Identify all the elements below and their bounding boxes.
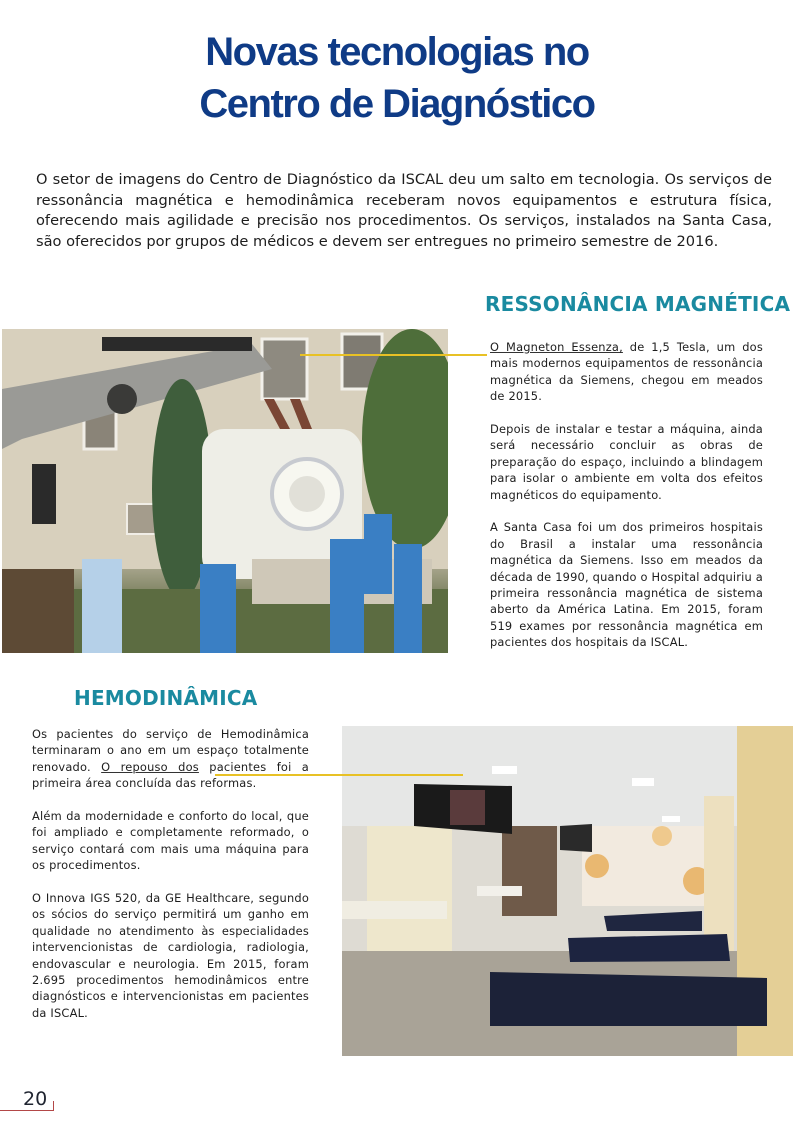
page-title [0, 26, 794, 130]
hemodinamica-paragraph-1-start: Os pacientes do serviço de Hemodinâmica terminaram o ano em um espaço totalmente renovado. [32, 727, 309, 774]
ressonancia-paragraph-2: Depois de instalar e testar a máquina, ainda será necessário concluir as obras de preparação do espaço, incluindo a blindagem para isolar o ambiente em volta dos efeitos magnéticos do equipamento. [490, 422, 763, 502]
ressonancia-lead-underlined: O Magneton Essenza, [490, 340, 623, 354]
connector-line-ressonancia [300, 354, 487, 356]
page-number-tick [53, 1101, 54, 1111]
ressonancia-paragraph-1-rest: de 1,5 Tesla, um dos mais modernos equipamentos de ressonância magnética da Siemens, chegou em meados de 2015. [490, 340, 763, 404]
mri-scene-illustration [2, 329, 448, 653]
ressonancia-paragraph-3: A Santa Casa foi um dos primeiros hospitais do Brasil a instalar uma ressonância magnética da Siemens. Isso em meados da década de 1990, quando o Hospital adquiriu a primeira ressonância magnética de sistema aberto da América Latina. Em 2015, foram 519 exames por ressonância magnética em pacientes dos hospitais da ISCAL. [490, 520, 763, 650]
section-heading-hemodinamica: HEMODINÂMICA [74, 686, 258, 710]
intro-paragraph: O setor de imagens do Centro de Diagnóstico da ISCAL deu um salto em tecnologia. Os serviços de ressonância magnética e hemodinâmica receberam novos equipamentos e estrutura física, oferecendo mais agilidade e precisão nos procedimentos. Os serviços, instalados na Santa Casa, são oferecidos por grupos de médicos e devem ser entregues no primeiro semestre de 2016. [36, 171, 772, 250]
photo-mri-installation [2, 329, 448, 653]
hemodinamica-paragraph-1-end: pacientes foi a primeira área concluída das reformas. [32, 759, 309, 791]
page-title-line-1: Novas tecnologias no [205, 30, 589, 74]
ressonancia-text [490, 339, 763, 667]
ressonancia-paragraph-1 [490, 339, 763, 405]
hemodinamica-text [32, 726, 309, 1038]
hemodinamica-paragraph-2: Além da modernidade e conforto do local, que foi ampliado e completamente reformado, o serviço contará com mais uma máquina para os procedimentos. [32, 809, 309, 873]
hemodinamica-underlined: O repouso dos [101, 759, 199, 774]
page-title-line-2: Centro de Diagnóstico [199, 82, 595, 126]
hemodinamica-paragraph-3: O Innova IGS 520, da GE Healthcare, segundo os sócios do serviço permitirá um ganho em qualidade no atendimento às especialidades intervencionistas de cardiologia, radiologia, endovascular e neurologia. Em 2015, foram 2.695 procedimentos hemodinâmicos entre diagnósticos e intervencionistas em pacientes da ISCAL. [32, 891, 309, 1020]
section-heading-ressonancia: RESSONÂNCIA MAGNÉTICA [485, 292, 791, 316]
connector-line-hemodinamica [215, 774, 463, 776]
page-number-rule [0, 1110, 54, 1111]
page-number: 20 [23, 1088, 48, 1110]
hemodinamica-paragraph-1 [32, 726, 309, 792]
